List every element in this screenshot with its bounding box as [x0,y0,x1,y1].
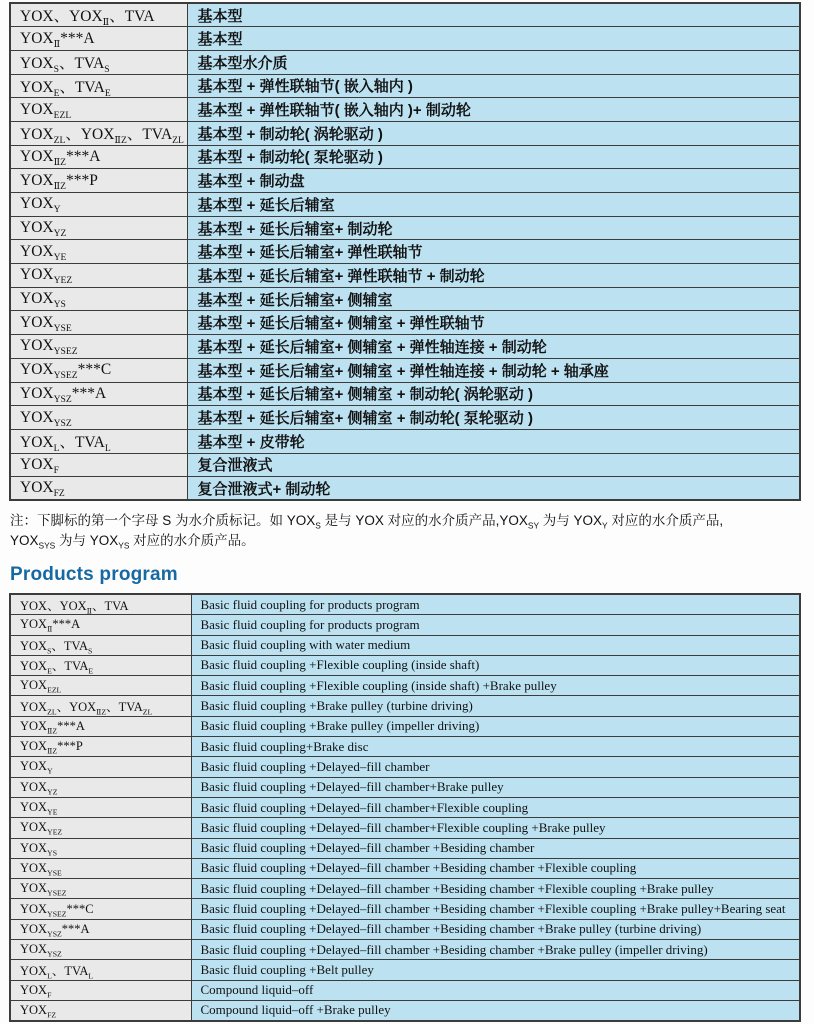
note-line-2: $YOX_{SYS}$ 为与 $YOX_{YS}$ 对应的水介质产品。 [10,533,255,552]
description-cell: 基本型 + 延长后辅室+ 侧辅室 + 弹性联轴节 [187,311,800,335]
model-cell: YOX、$YOX_Ⅱ$、TVA [10,594,191,614]
model-cell: $YOX_{YS}$ [10,838,191,858]
table-row [10,919,800,939]
description-cell: Basic fluid coupling +Delayed–fill chamber+Flexible coupling [191,797,800,817]
model-cell: $YOX_{FZ}$ [10,1000,191,1020]
table-row [10,655,800,675]
model-cell: $YOX_{YSZ}***A$ [10,919,191,939]
description-cell: Basic fluid coupling +Delayed–fill chamber [191,757,800,777]
table-row [10,3,800,27]
description-cell: Basic fluid coupling +Delayed–fill chamber +Besiding chamber +Flexible coupling +Brake pulley+Bearing seat [191,899,800,919]
table-row [10,335,800,359]
table-row [10,818,800,838]
model-cell: $YOX_Ⅱ***A$ [10,27,187,51]
table-row [10,939,800,959]
table-row [10,50,800,74]
table-row [10,960,800,980]
model-cell: $YOX_{FZ}$ [10,477,187,501]
model-cell: $YOX_{ⅡZ}***A$ [10,716,191,736]
cn-table-body [10,3,800,500]
model-cell: YOX、$YOX_Ⅱ$、TVA [10,3,187,27]
table-row [10,429,800,453]
model-cell: $YOX_{YSZ}***A$ [10,382,187,406]
model-cell: $YOX_{YSEZ}***C$ [10,899,191,919]
description-cell: 基本型 + 制动轮( 涡轮驱动 ) [187,121,800,145]
model-cell: $YOX_{YSZ}$ [10,939,191,959]
table-row [10,406,800,430]
table-row [10,899,800,919]
description-cell: Basic fluid coupling +Delayed–fill chamber +Besiding chamber +Brake pulley (impeller driving) [191,939,800,959]
table-row [10,240,800,264]
description-cell: Basic fluid coupling +Delayed–fill chamber+Brake pulley [191,777,800,797]
table-row [10,635,800,655]
description-cell: 基本型水介质 [187,50,800,74]
description-cell: 基本型 + 延长后辅室+ 侧辅室 + 制动轮( 泵轮驱动 ) [187,406,800,430]
models-table-chinese [9,2,801,501]
description-cell: Basic fluid coupling for products program [191,615,800,635]
table-row [10,477,800,501]
model-cell: $YOX_{EZL}$ [10,676,191,696]
description-cell: 基本型 + 延长后辅室+ 侧辅室 [187,287,800,311]
description-cell: Basic fluid coupling +Belt pulley [191,960,800,980]
description-cell: Basic fluid coupling +Flexible coupling (inside shaft) [191,655,800,675]
description-cell: Basic fluid coupling +Delayed–fill chamber+Flexible coupling +Brake pulley [191,818,800,838]
description-cell: 基本型 + 延长后辅室+ 弹性联轴节 [187,240,800,264]
description-cell: Basic fluid coupling +Delayed–fill chamber +Besiding chamber [191,838,800,858]
model-cell: $YOX_{YS}$ [10,287,187,311]
table-row [10,737,800,757]
table-row [10,74,800,98]
model-cell: $YOX_{YE}$ [10,797,191,817]
description-cell: Basic fluid coupling +Delayed–fill chamber +Besiding chamber +Brake pulley (turbine driving) [191,919,800,939]
table-row [10,716,800,736]
description-cell: Basic fluid coupling with water medium [191,635,800,655]
model-cell: $YOX_{ⅡZ}***P$ [10,169,187,193]
table-row [10,145,800,169]
table-row [10,169,800,193]
description-cell: 基本型 [187,3,800,27]
model-cell: $YOX_Ⅱ***A$ [10,615,191,635]
model-cell: $YOX_{ZL}$、$YOX_{ⅡZ}$、$TVA_{ZL}$ [10,121,187,145]
model-cell: $YOX_{YSEZ}***C$ [10,358,187,382]
description-cell: 基本型 + 弹性联轴节( 嵌入轴内 )+ 制动轮 [187,98,800,122]
model-cell: $YOX_S$、$TVA_S$ [10,50,187,74]
table-row [10,358,800,382]
description-cell: 基本型 + 延长后辅室+ 弹性联轴节 + 制动轮 [187,264,800,288]
model-cell: $YOX_{YSE}$ [10,858,191,878]
description-cell: Basic fluid coupling +Delayed–fill chamber +Besiding chamber +Flexible coupling +Brake pulley [191,879,800,899]
model-cell: $YOX_Y$ [10,757,191,777]
description-cell: 基本型 + 弹性联轴节( 嵌入轴内 ) [187,74,800,98]
models-table-english [9,593,801,1021]
table-row [10,264,800,288]
note-line-1: 注：下脚标的第一个字母 S 为水介质标记。如 $YOX_S$ 是与 YOX 对应的水介质产品$,YOX_{SY}$ 为与 $YOX_Y$ 对应的水介质产品, [10,513,724,532]
description-cell: Basic fluid coupling+Brake disc [191,737,800,757]
water-medium-note [10,511,800,551]
table-row [10,27,800,51]
description-cell: 基本型 + 制动盘 [187,169,800,193]
description-cell: 复合泄液式 [187,453,800,477]
description-cell: 基本型 [187,27,800,51]
model-cell: $YOX_{YSEZ}$ [10,879,191,899]
model-cell: $YOX_Y$ [10,193,187,217]
description-cell: 基本型 + 延长后辅室 [187,193,800,217]
model-cell: $YOX_L$、$TVA_L$ [10,429,187,453]
description-cell: 基本型 + 延长后辅室+ 侧辅室 + 制动轮( 涡轮驱动 ) [187,382,800,406]
model-cell: $YOX_F$ [10,453,187,477]
model-cell: $YOX_L$、$TVA_L$ [10,960,191,980]
table-row [10,696,800,716]
description-cell: 基本型 + 延长后辅室+ 侧辅室 + 弹性轴连接 + 制动轮 [187,335,800,359]
table-row [10,453,800,477]
model-cell: $YOX_{YSEZ}$ [10,335,187,359]
table-row [10,311,800,335]
table-row [10,594,800,614]
model-cell: $YOX_{EZL}$ [10,98,187,122]
model-cell: $YOX_{ⅡZ}***A$ [10,145,187,169]
en-table-body [10,594,800,1020]
model-cell: $YOX_{YE}$ [10,240,187,264]
table-row [10,980,800,1000]
model-cell: $YOX_S$、$TVA_S$ [10,635,191,655]
table-row [10,287,800,311]
table-row [10,777,800,797]
table-row [10,193,800,217]
table-row [10,98,800,122]
model-cell: $YOX_{YZ}$ [10,216,187,240]
table-row [10,797,800,817]
description-cell: Basic fluid coupling +Flexible coupling (inside shaft) +Brake pulley [191,676,800,696]
description-cell: 复合泄液式+ 制动轮 [187,477,800,501]
table-row [10,382,800,406]
description-cell: 基本型 + 制动轮( 泵轮驱动 ) [187,145,800,169]
table-row [10,757,800,777]
description-cell: Basic fluid coupling +Brake pulley (turbine driving) [191,696,800,716]
table-row [10,676,800,696]
model-cell: $YOX_{YEZ}$ [10,818,191,838]
model-cell: $YOX_{YZ}$ [10,777,191,797]
description-cell: Basic fluid coupling +Brake pulley (impeller driving) [191,716,800,736]
description-cell: Basic fluid coupling +Delayed–fill chamber +Besiding chamber +Flexible coupling [191,858,800,878]
description-cell: 基本型 + 延长后辅室+ 侧辅室 + 弹性轴连接 + 制动轮 + 轴承座 [187,358,800,382]
catalog-page [0,2,814,1024]
model-cell: $YOX_E$、$TVA_E$ [10,655,191,675]
table-row [10,1000,800,1020]
model-cell: $YOX_E$、$TVA_E$ [10,74,187,98]
model-cell: $YOX_{ⅡZ}***P$ [10,737,191,757]
description-cell: 基本型 + 皮带轮 [187,429,800,453]
table-row [10,216,800,240]
description-cell: 基本型 + 延长后辅室+ 制动轮 [187,216,800,240]
model-cell: $YOX_{ZL}$、$YOX_{ⅡZ}$、$TVA_{ZL}$ [10,696,191,716]
model-cell: $YOX_{YSZ}$ [10,406,187,430]
table-row [10,879,800,899]
description-cell: Basic fluid coupling for products program [191,594,800,614]
model-cell: $YOX_F$ [10,980,191,1000]
model-cell: $YOX_{YSE}$ [10,311,187,335]
model-cell: $YOX_{YEZ}$ [10,264,187,288]
table-row [10,121,800,145]
description-cell: Compound liquid–off +Brake pulley [191,1000,800,1020]
table-row [10,838,800,858]
table-row [10,615,800,635]
section-heading: Products program [10,564,178,586]
description-cell: Compound liquid–off [191,980,800,1000]
table-row [10,858,800,878]
